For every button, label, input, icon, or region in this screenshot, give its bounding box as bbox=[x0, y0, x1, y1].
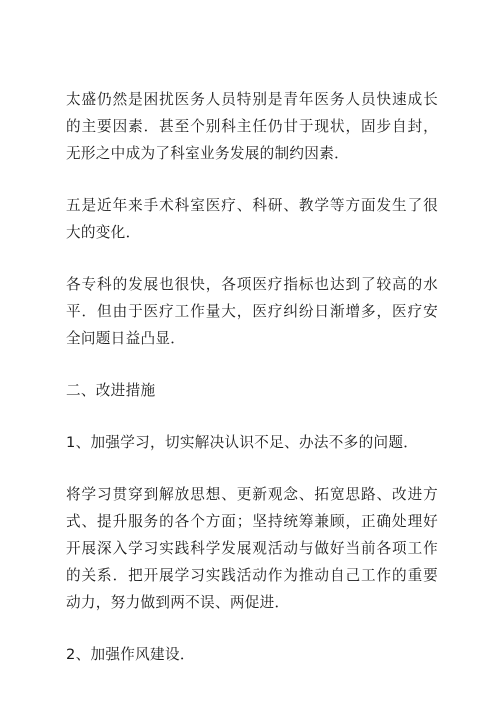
subheading-1: 1、加强学习，切实解决认识不足、办法不多的问题． bbox=[66, 434, 419, 451]
spacer bbox=[66, 616, 438, 641]
paragraph-3: 各专科的发展也很快，各项医疗指标也达到了较高的水平．但由于医疗工作量大，医疗纠纷日渐增多，医疗安全问题日益凸显． bbox=[66, 276, 438, 347]
subheading-2: 2、加强作风建设． bbox=[66, 646, 195, 663]
spacer bbox=[66, 246, 438, 271]
paragraph-1: 太盛仍然是困扰医务人员特别是青年医务人员快速成长的主要因素．甚至个别科主任仍甘于现状，固步自封，无形之中成为了科室业务发展的制约因素． bbox=[66, 91, 438, 162]
spacer bbox=[66, 404, 438, 429]
spacer bbox=[66, 352, 438, 377]
paragraph-4: 将学习贯穿到解放思想、更新观念、拓宽思路、改进方式、提升服务的各个方面；坚持统筹兼顾，正确处理好开展深入学习实践科学发展观活动与做好当前各项工作的关系．把开展学习实践活动作为推动自己工作的重要动力，努力做到两不误、两促进． bbox=[66, 486, 438, 611]
spacer bbox=[66, 456, 438, 481]
section-heading: 二、改进措施 bbox=[66, 382, 156, 399]
spacer bbox=[66, 167, 438, 192]
paragraph-2: 五是近年来手术科室医疗、科研、教学等方面发生了很大的变化． bbox=[66, 197, 438, 241]
